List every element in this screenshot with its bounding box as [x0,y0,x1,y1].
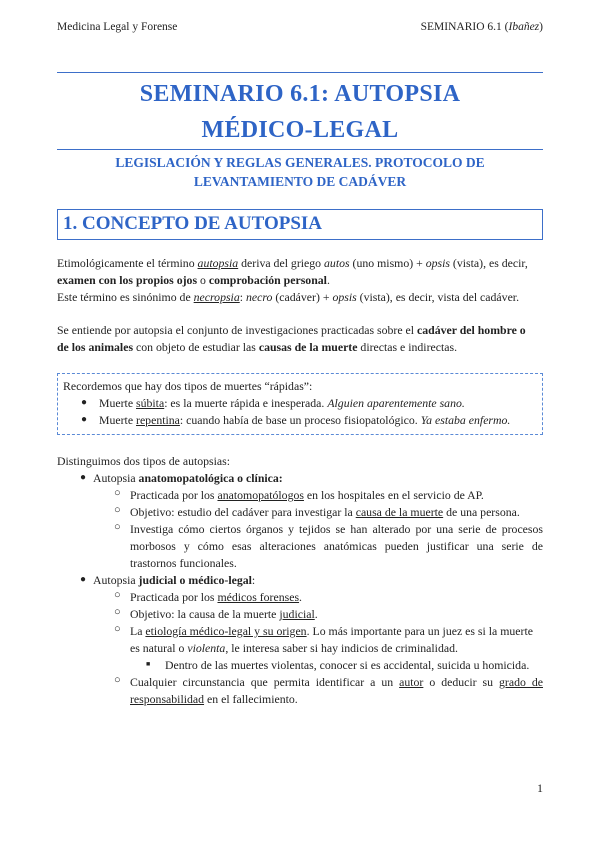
top-rule [57,72,543,73]
page-subtitle: LEGISLACIÓN Y REGLAS GENERALES. PROTOCOLO DE LEVANTAMIENTO DE CADÁVER [115,155,485,189]
types-intro: Distinguimos dos tipos de autopsias: [57,454,231,468]
jud-item-4: Cualquier circunstancia que permita identificar a un autor o deducir su grado de responsabilidad en el fallecimiento. [130,675,543,706]
jud-item-2: Objetivo: la causa de la muerte judicial. [130,607,318,621]
bullet-icon: ● [81,397,88,408]
page-number: 1 [537,781,543,795]
jud-subitem: Dentro de las muertes violentas, conocer si es accidental, suicida u homicida. [165,658,530,672]
circle-bullet-icon: ○ [114,521,121,533]
circle-bullet-icon: ○ [114,606,121,618]
circle-bullet-icon: ○ [114,623,121,635]
header-right: SEMINARIO 6.1 (Ibañez) [420,21,543,33]
circle-bullet-icon: ○ [114,487,121,499]
type-judicial: Autopsia judicial o médico-legal: [93,573,256,587]
title-rule [57,149,543,150]
square-bullet-icon: ■ [146,660,151,668]
anat-item-2: Objetivo: estudio del cadáver para investigar la causa de la muerte de una persona. [130,505,520,519]
anat-item-3: Investiga cómo ciertos órganos y tejidos se han alterado por una serie de procesos morbosos y cómo esas alteraciones anatómicas pueden justificar una serie de trastornos funcionales. [130,522,543,570]
reminder-item-subita: Muerte súbita: es la muerte rápida e inesperada. Alguien aparentemente sano. [99,396,465,410]
jud-item-3: La etiología médico-legal y su origen. Lo más importante para un juez es si la muerte es natural o violenta, le interesa saber si hay indicios de criminalidad. [130,624,533,655]
page-title: SEMINARIO 6.1: AUTOPSIA MÉDICO-LEGAL [139,81,461,143]
circle-bullet-icon: ○ [114,504,121,516]
reminder-item-repentina: Muerte repentina: cuando había de base un proceso fisiopatológico. Ya estaba enfermo. [99,413,511,427]
section-heading: 1. CONCEPTO DE AUTOPSIA [63,213,323,234]
anat-item-1: Practicada por los anatomopatólogos en los hospitales en el servicio de AP. [130,488,484,502]
type-anatomopatologica: Autopsia anatomopatológica o clínica: [93,471,283,485]
jud-item-1: Practicada por los médicos forenses. [130,590,302,604]
circle-bullet-icon: ○ [114,674,121,686]
reminder-intro: Recordemos que hay dos tipos de muertes “rápidas”: [63,379,313,393]
etymology-paragraph: Etimológicamente el término autopsia deriva del griego autos (uno mismo) + opsis (vista), es decir, examen con los propios ojos o comprobación personal. Este término es sinónimo de necropsia: necro (cadáver) + opsis (vista), es decir, vista del cadáver. [57,256,528,304]
bullet-icon: ● [80,574,87,585]
definition-paragraph: Se entiende por autopsia el conjunto de investigaciones practicadas sobre el cadáver del hombre o de los animales con objeto de estudiar las causas de la muerte directas e indirectas. [57,323,526,354]
circle-bullet-icon: ○ [114,589,121,601]
section-heading-box [57,209,543,240]
header-left: Medicina Legal y Forense [57,21,178,33]
bullet-icon: ● [81,414,88,425]
bullet-icon: ● [80,472,87,483]
